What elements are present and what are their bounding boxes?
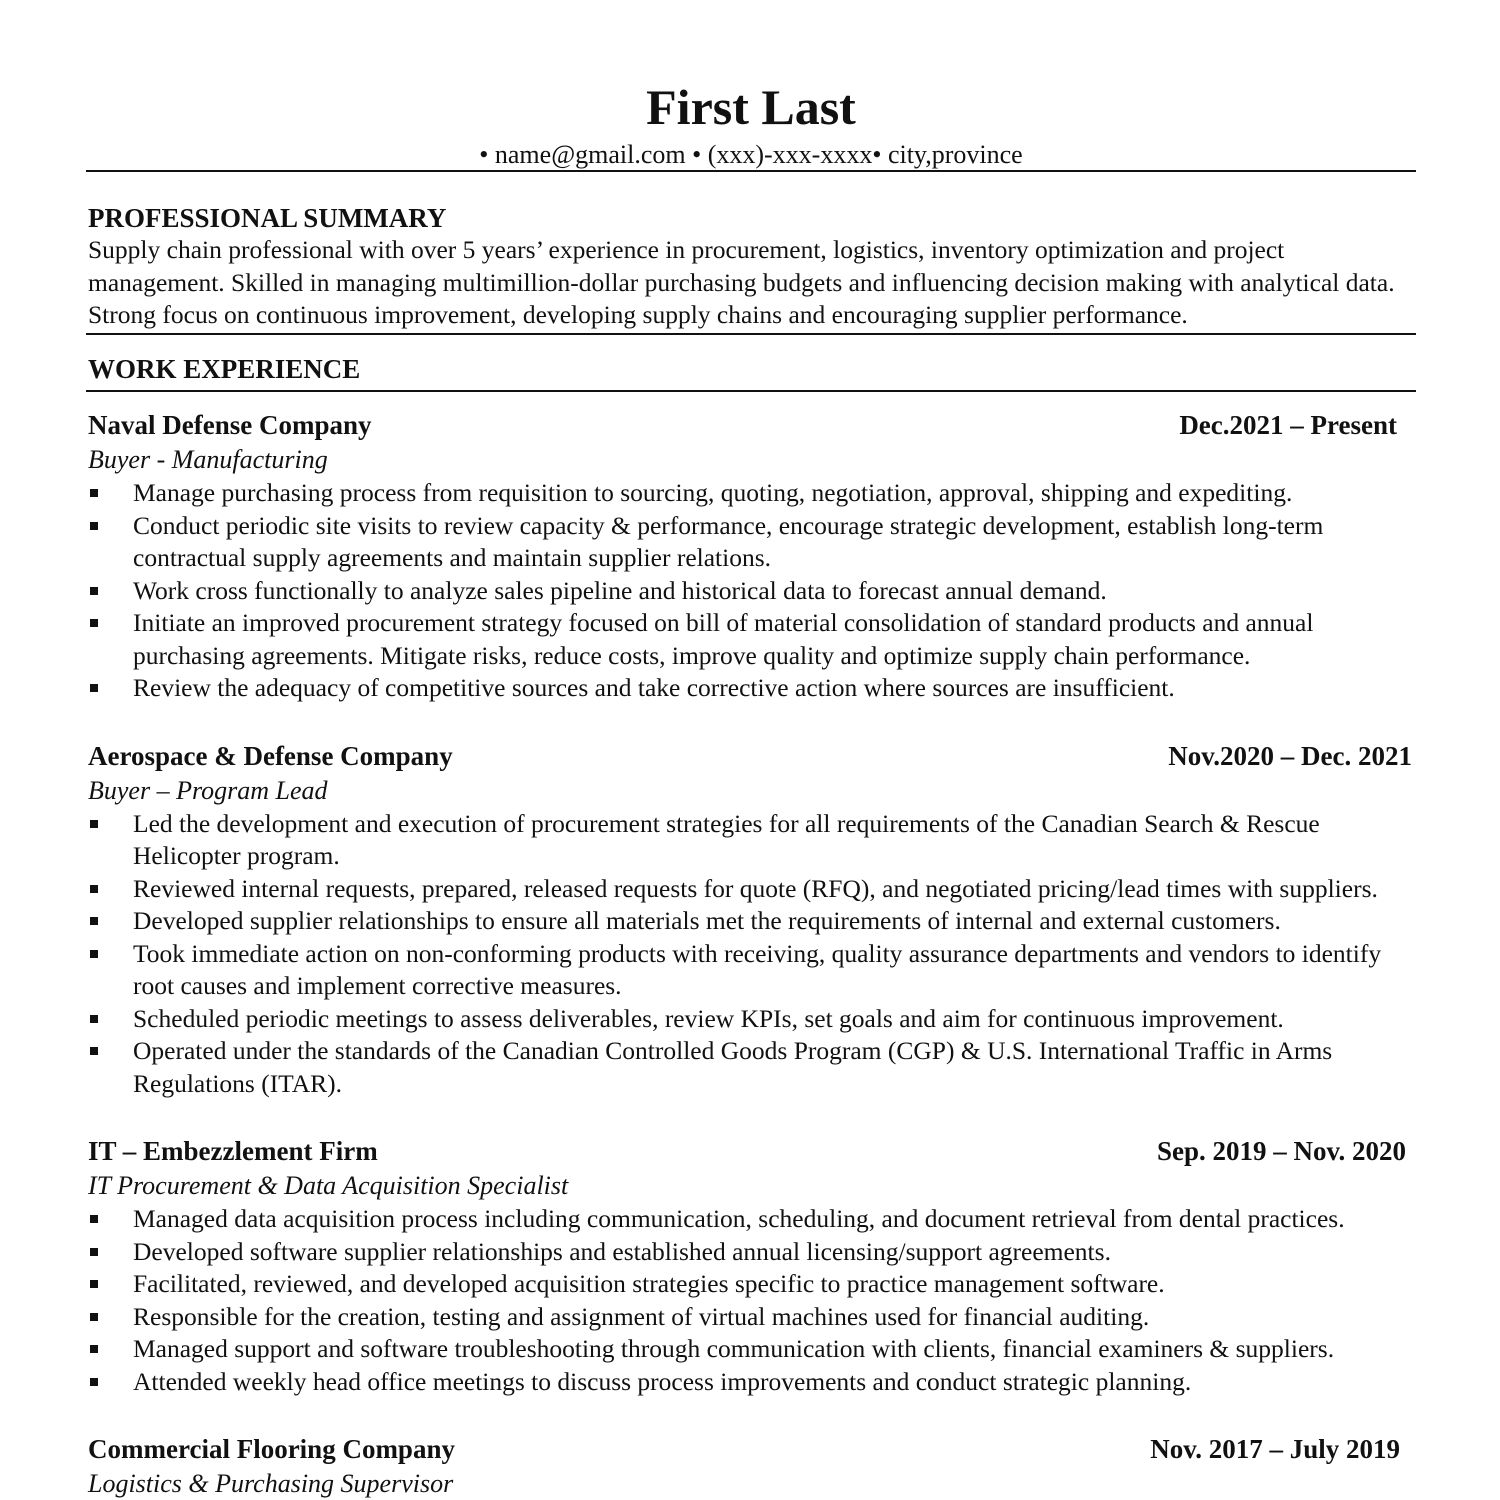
bullet-text: Managed support and software troubleshooting through communication with clients, financial examiners & suppliers. (133, 1334, 1335, 1363)
bullet-item (86, 905, 1416, 938)
square-bullet-icon (90, 950, 98, 958)
square-bullet-icon (90, 489, 98, 497)
bullet-item (86, 672, 1416, 705)
bullet-item (86, 510, 1416, 575)
job-dates: Nov.2020 – Dec. 2021 (1168, 740, 1412, 771)
job-entry (86, 1433, 1416, 1500)
job-bullets (86, 1203, 1416, 1398)
bullet-item (86, 1035, 1416, 1100)
square-bullet-icon (90, 619, 98, 627)
bullet-text: Managed data acquisition process including communication, scheduling, and document retrieval from dental practices. (133, 1204, 1345, 1233)
summary-text: Supply chain professional with over 5 years’ experience in procurement, logistics, inventory optimization and project management. Skilled in managing multimillion-dollar purchasing budgets and influencing decision making with analytical data. Strong focus on continuous improvement, developing supply chains and encouraging supplier performance. (86, 234, 1416, 335)
job-header (86, 1433, 1416, 1465)
job-title: Buyer - Manufacturing (88, 445, 328, 474)
square-bullet-icon (90, 1215, 98, 1223)
bullet-item (86, 1333, 1416, 1366)
job-bullets (86, 477, 1416, 705)
bullet-text: Initiate an improved procurement strategy focused on bill of material consolidation of standard products and annual purchasing agreements. Mitigate risks, reduce costs, improve quality and optimize supply chain performance. (133, 608, 1314, 670)
square-bullet-icon (90, 917, 98, 925)
square-bullet-icon (90, 522, 98, 530)
job-entry (86, 740, 1416, 1101)
company-name: Naval Defense Company (88, 410, 372, 440)
bullet-text: Took immediate action on non-conforming products with receiving, quality assurance departments and vendors to identify root causes and implement corrective measures. (133, 938, 1382, 1000)
bullet-item (86, 1003, 1416, 1036)
contact-info: • name@gmail.com • (xxx)-xxx-xxxx• city,province (86, 140, 1416, 172)
square-bullet-icon (90, 1345, 98, 1353)
square-bullet-icon (90, 1378, 98, 1386)
square-bullet-icon (90, 1015, 98, 1023)
bullet-text: Manage purchasing process from requisition to sourcing, quoting, negotiation, approval, shipping and expediting. (133, 478, 1293, 507)
square-bullet-icon (90, 1248, 98, 1256)
job-list (86, 409, 1416, 1500)
bullet-item (86, 808, 1416, 873)
bullet-text: Led the development and execution of procurement strategies for all requirements of the Canadian Search & Rescue Helicopter program. (133, 808, 1320, 870)
summary-heading: PROFESSIONAL SUMMARY (88, 203, 447, 233)
job-title: IT Procurement & Data Acquisition Specialist (88, 1171, 569, 1200)
job-entry (86, 1135, 1416, 1398)
job-header (86, 740, 1416, 772)
work-experience-heading: WORK EXPERIENCE (86, 353, 1416, 392)
bullet-text: Scheduled periodic meetings to assess deliverables, review KPIs, set goals and aim for continuous improvement. (133, 1003, 1284, 1033)
bullet-item (86, 1268, 1416, 1301)
job-header (86, 409, 1416, 441)
company-name: IT – Embezzlement Firm (88, 1136, 378, 1166)
job-title: Buyer – Program Lead (88, 775, 328, 805)
bullet-item (86, 1366, 1416, 1399)
job-entry (86, 409, 1416, 705)
bullet-text: Conduct periodic site visits to review capacity & performance, encourage strategic development, establish long-term contractual supply agreements and maintain supplier relations. (133, 510, 1324, 572)
bullet-text: Developed software supplier relationships and established annual licensing/support agreements. (133, 1236, 1111, 1266)
job-title: Logistics & Purchasing Supervisor (88, 1469, 454, 1498)
resume-page (86, 77, 1416, 1500)
bullet-item (86, 1203, 1416, 1236)
bullet-text: Responsible for the creation, testing and assignment of virtual machines used for financial auditing. (133, 1301, 1150, 1331)
square-bullet-icon (90, 1280, 98, 1288)
square-bullet-icon (90, 1047, 98, 1055)
bullet-item (86, 575, 1416, 608)
square-bullet-icon (90, 684, 98, 692)
bullet-item (86, 1236, 1416, 1269)
bullet-item (86, 607, 1416, 672)
bullet-item (86, 1301, 1416, 1334)
job-dates: Sep. 2019 – Nov. 2020 (1156, 1136, 1406, 1166)
bullet-item (86, 873, 1416, 906)
company-name: Aerospace & Defense Company (88, 740, 453, 771)
bullet-text: Work cross functionally to analyze sales pipeline and historical data to forecast annual demand. (133, 575, 1107, 605)
job-header (86, 1135, 1416, 1167)
square-bullet-icon (90, 820, 98, 828)
bullet-text: Reviewed internal requests, prepared, released requests for quote (RFQ), and negotiated pricing/lead times with suppliers. (133, 873, 1378, 903)
bullet-text: Attended weekly head office meetings to discuss process improvements and conduct strategic planning. (133, 1366, 1192, 1396)
bullet-item (86, 938, 1416, 1003)
square-bullet-icon (90, 1313, 98, 1321)
job-bullets (86, 808, 1416, 1101)
bullet-text: Review the adequacy of competitive sources and take corrective action where sources are insufficient. (133, 673, 1175, 702)
bullet-item (86, 477, 1416, 510)
bullet-text: Operated under the standards of the Canadian Controlled Goods Program (CGP) & U.S. International Traffic in Arms Regulations (ITAR). (133, 1036, 1333, 1098)
square-bullet-icon (90, 885, 98, 893)
square-bullet-icon (90, 587, 98, 595)
bullet-text: Facilitated, reviewed, and developed acquisition strategies specific to practice management software. (133, 1269, 1165, 1298)
company-name: Commercial Flooring Company (88, 1434, 455, 1464)
job-dates: Nov. 2017 – July 2019 (1150, 1434, 1400, 1464)
job-dates: Dec.2021 – Present (1179, 410, 1397, 440)
bullet-text: Developed supplier relationships to ensure all materials met the requirements of internal and external customers. (133, 906, 1281, 935)
candidate-name: First Last (646, 79, 856, 135)
